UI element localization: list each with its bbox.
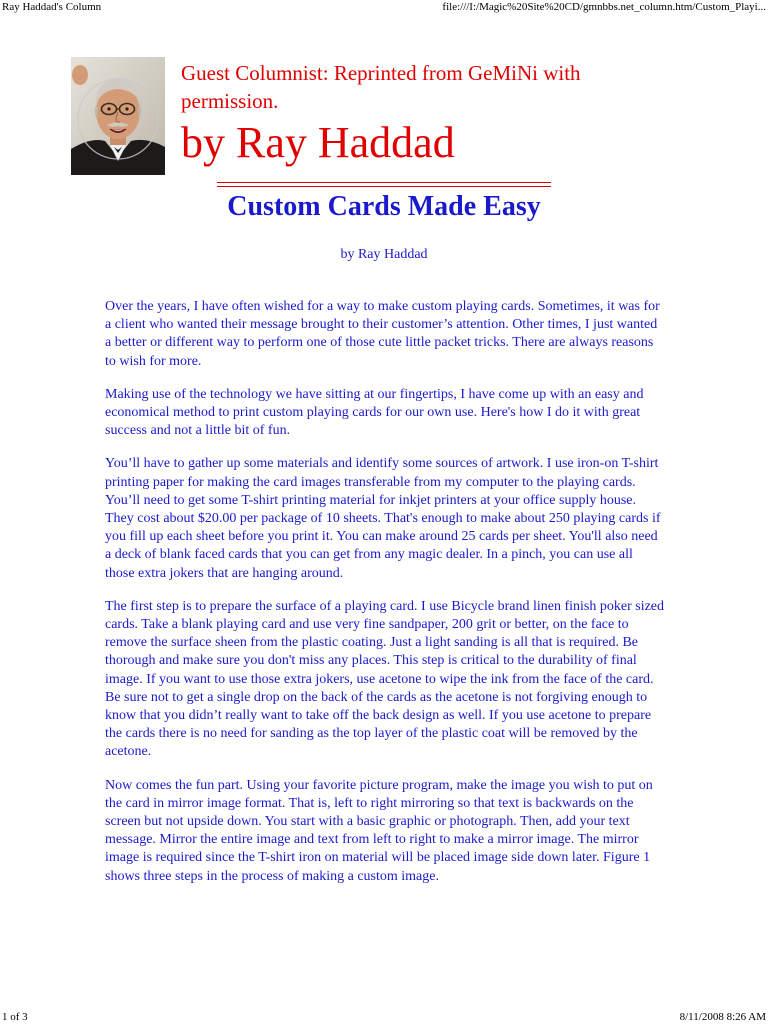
article-paragraph: The first step is to prepare the surface of a playing card. I use Bicycle brand linen finish poker sized cards. Take a blank playing card and use very fine sandpaper, 200 grit or better, on the face to remove the surface sheen from the plastic coating. Just a light sanding is all that is required. Be thorough and make sure you don't miss any places. This step is critical to the durability of final image. If you want to use those extra jokers, use acetone to wipe the ink from the face of the card. Be sure not to get a single drop on the back of the cards as the acetone is not forgiving enough to know that you didn’t really want to take off the back design as well. If you use acetone to prepare the cards there is no need for sanding as the top layer of the plastic coat will be removed by the acetone. [105, 598, 665, 760]
author-photo [71, 57, 165, 175]
guest-columnist-note: Guest Columnist: Reprinted from GeMiNi with permission. [181, 61, 581, 113]
article-paragraph: Making use of the technology we have sitting at our fingertips, I have come up with an easy and economical method to print custom playing cards for our own use. Here's how I do it with great success and not a little bit of fun. [105, 386, 644, 439]
print-header-title: Ray Haddad's Column [2, 1, 102, 13]
page-count: 1 of 3 [2, 1011, 28, 1023]
article-paragraph: Over the years, I have often wished for a way to make custom playing cards. Sometimes, it was for a client who wanted their message brought to their customer’s attention. Other times, I just wanted a better or different way to perform one of those cute little packet tricks. There are always reasons to wish for more. [105, 299, 660, 369]
print-header-url: file:///I:/Magic%20Site%20CD/gmnbbs.net_column.htm/Custom_Playi... [442, 1, 766, 13]
title-divider [217, 182, 551, 187]
author-portrait-image [71, 57, 165, 175]
print-footer [0, 1010, 768, 1024]
article-body [105, 298, 665, 901]
print-header [0, 0, 768, 14]
article-title: Custom Cards Made Easy [227, 191, 541, 222]
article-paragraph: You’ll have to gather up some materials and identify some sources of artwork. I use iron-on T-shirt printing paper for making the card images transferable from my computer to the playing cards. You’ll need to get some T-shirt printing material for inkjet printers at your office supply house. They cost about $20.00 per package of 10 sheets. That's enough to make about 250 playing cards if you fill up each sheet before you print it. You can make around 25 cards per sheet. You'll also need a deck of blank faced cards that you can get from any magic dealer. In a pinch, you can use all those extra jokers that are hanging around. [105, 456, 661, 581]
print-datetime: 8/11/2008 8:26 AM [679, 1011, 766, 1023]
article-paragraph: Now comes the fun part. Using your favorite picture program, make the image you wish to put on the card in mirror image format. That is, left to right mirroring so that text is backwards on the screen but not upside down. You start with a basic graphic or photograph. Then, add your text message. Mirror the entire image and text from left to right to make a mirror image. The mirror image is required since the T-shirt iron on material will be placed image side down later. Figure 1 shows three steps in the process of making a custom image. [105, 777, 653, 884]
author-byline-large: by Ray Haddad [181, 118, 455, 167]
article-byline: by Ray Haddad [340, 247, 428, 262]
